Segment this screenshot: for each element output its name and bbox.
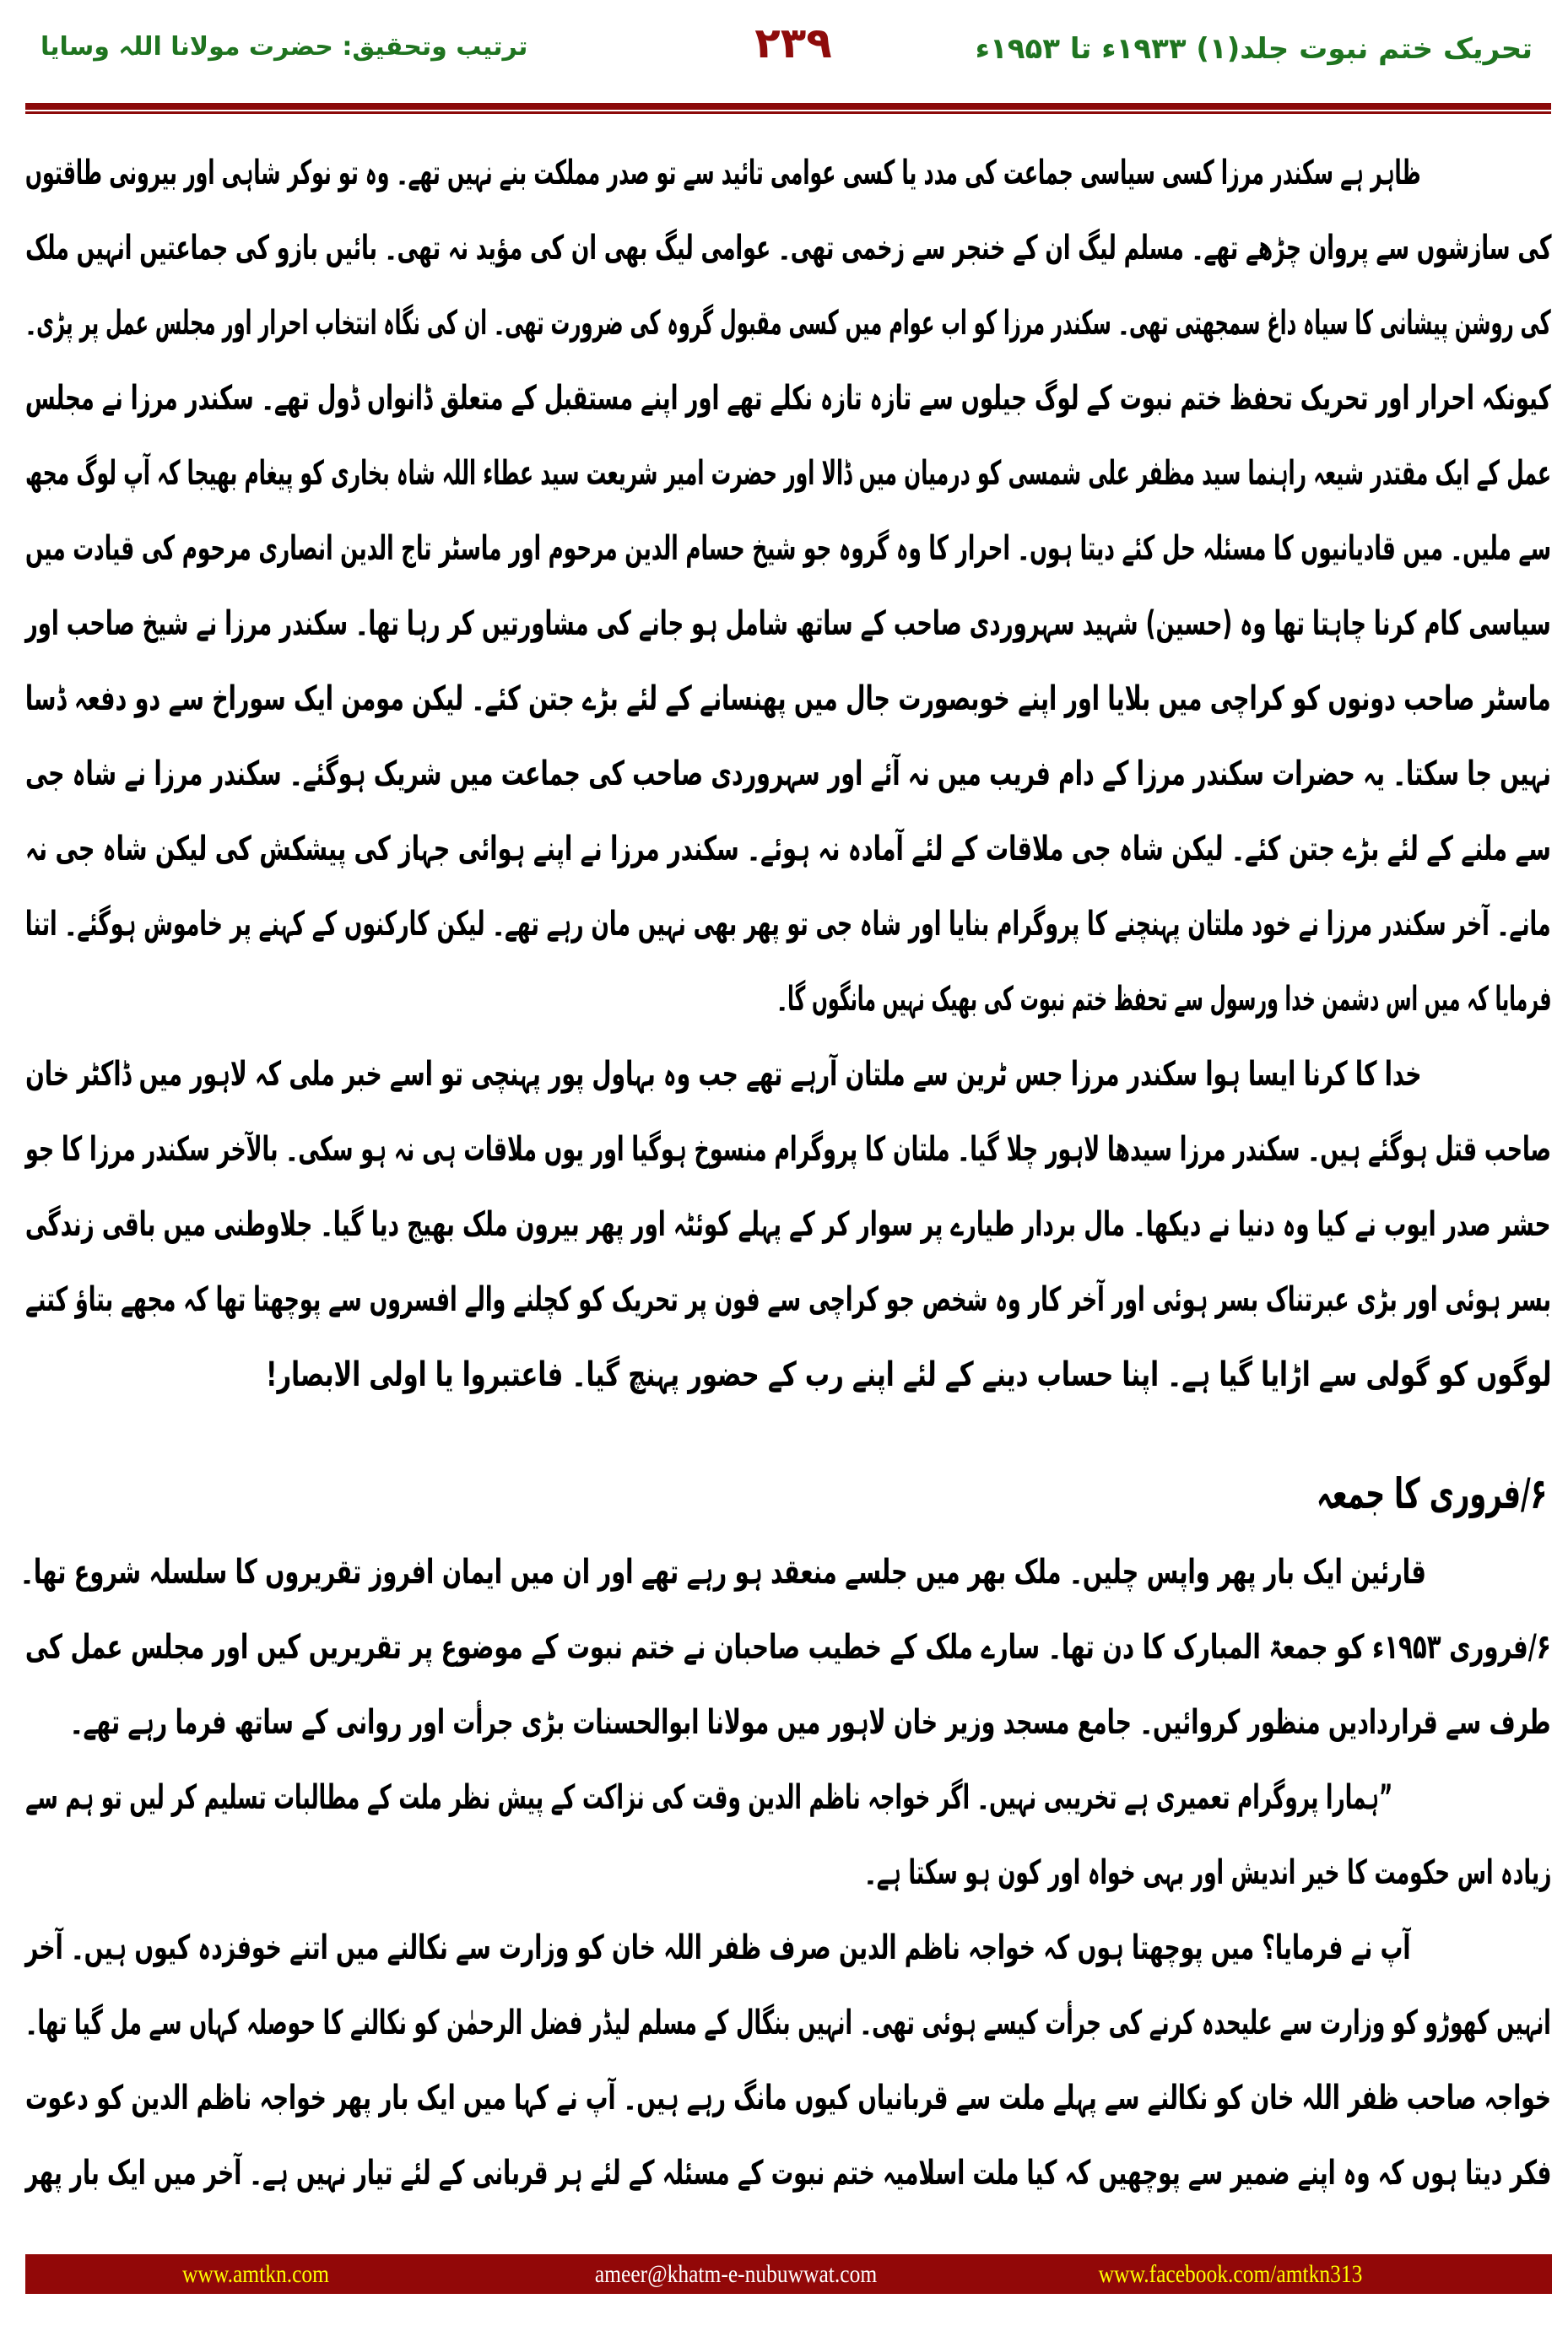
text-line: خدا کا کرنا ایسا ہوا سکندر مرزا جس ٹرین سے ملتان آرہے تھے جب وہ بہاول پور پہنچی تو اسے خبر ملی کہ لاہور میں ڈاکٹر خان	[24, 1055, 1421, 1094]
footer-bar	[25, 2254, 1552, 2294]
text-line: مانے۔ آخر سکندر مرزا نے خود ملتان پہنچنے کا پروگرام بنایا اور شاہ جی تو پھر بھی نہیں مان رہے تھے۔ لیکن کارکنوں کے کہنے پر خاموش ہوگئے۔ اتنا	[25, 905, 1551, 944]
text-line: فکر دیتا ہوں کہ وہ اپنے ضمیر سے پوچھیں کہ کیا ملت اسلامیہ ختم نبوت کے مسئلہ کے لئے ہر قربانی کے لئے تیار نہیں ہے۔ آخر میں ایک بار پھر	[24, 2154, 1551, 2193]
text-line: ”ہمارا پروگرام تعمیری ہے تخریبی نہیں۔ اگر خواجہ ناظم الدین وقت کی نزاکت کے پیش نظر ملت کے مطالبات تسلیم کر لیں تو ہم سے	[24, 1778, 1392, 1817]
text-line: قارئین ایک بار پھر واپس چلیں۔ ملک بھر میں جلسے منعقد ہو رہے تھے اور ان میں ایمان افروز تقریروں کا سلسلہ شروع تھا۔	[20, 1553, 1426, 1592]
text-line: کی روشن پیشانی کا سیاہ داغ سمجھتی تھی۔ سکندر مرزا کو اب عوام میں کسی مقبول گروہ کی ضرورت تھی۔ ان کی نگاہ انتخاب احرار اور مجلس عمل پر پڑی۔	[25, 304, 1551, 343]
text-line: حشر صدر ایوب نے کیا وہ دنیا نے دیکھا۔ مال بردار طیارے پر سوار کر کے پہلے کوئٹہ اور پھر بیرون ملک بھیج دیا گیا۔ جلاوطنی میں باقی زندگی	[25, 1205, 1551, 1244]
text-line: ظاہر ہے سکندر مرزا کسی سیاسی جماعت کی مدد یا کسی عوامی تائید سے تو صدر مملکت بنے نہیں تھے۔ وہ تو نوکر شاہی اور بیرونی طاقتوں	[25, 154, 1421, 192]
text-line: بسر ہوئی اور بڑی عبرتناک بسر ہوئی اور آخر کار وہ شخص جو کراچی سے فون پر تحریک کو کچلنے والے افسروں سے پوچھتا تھا کہ مجھے بتاؤ کتنے	[24, 1280, 1551, 1319]
page-number: ۲۳۹	[754, 19, 832, 68]
text-line: سے ملنے کے لئے بڑے جتن کئے۔ لیکن شاہ جی ملاقات کے لئے آمادہ نہ ہوئے۔ سکندر مرزا نے اپنے ہوائی جہاز کی پیشکش کی لیکن شاہ جی نہ	[25, 830, 1551, 868]
text-line: سے ملیں۔ میں قادیانیوں کا مسئلہ حل کئے دیتا ہوں۔ احرار کا وہ گروہ جو شیخ حسام الدین مرحوم اور ماسٹر تاج الدین انصاری مرحوم کی قیادت میں	[24, 529, 1551, 568]
text-line: فرمایا کہ میں اس دشمن خدا ورسول سے تحفظ ختم نبوت کی بھیک نہیں مانگوں گا۔	[776, 980, 1551, 1019]
book-title: تحریک ختم نبوت جلد(۱) ۱۹۳۳ء تا ۱۹۵۳ء	[975, 32, 1533, 66]
text-line: ۶/فروری ۱۹۵۳ء کو جمعۃ المبارک کا دن تھا۔ سارے ملک کے خطیب صاحبان نے ختم نبوت کے موضوع پر تقریریں کیں اور مجلس عمل کی	[25, 1628, 1551, 1667]
text-line: خواجہ صاحب ظفر اللہ خان کو نکالنے سے پہلے ملت سے قربانیاں کیوں مانگ رہے ہیں۔ آپ نے کہا میں ایک بار پھر خواجہ ناظم الدین کو دعوت	[25, 2079, 1551, 2118]
text-line: طرف سے قراردادیں منظور کروائیں۔ جامع مسجد وزیر خان لاہور میں مولانا ابوالحسنات بڑی جرأت اور روانی کے ساتھ فرما رہے تھے۔	[70, 1703, 1551, 1742]
text-line: کیونکہ احرار اور تحریک تحفظ ختم نبوت کے لوگ جیلوں سے تازہ تازہ نکلے تھے اور اپنے مستقبل کے متعلق ڈانواں ڈول تھے۔ سکندر مرزا نے مجلس	[25, 379, 1551, 418]
text-line: زیادہ اس حکومت کا خیر اندیش اور بہی خواہ اور کون ہو سکتا ہے۔	[863, 1853, 1551, 1892]
text-line: صاحب قتل ہوگئے ہیں۔ سکندر مرزا سیدھا لاہور چلا گیا۔ ملتان کا پروگرام منسوخ ہوگیا اور یوں ملاقات ہی نہ ہو سکی۔ بالآخر سکندر مرزا کا جو	[25, 1130, 1551, 1169]
facebook-link[interactable]: www.facebook.com/amtkn313	[1098, 2260, 1363, 2288]
text-line: کی سازشوں سے پروان چڑھے تھے۔ مسلم لیگ ان کے خنجر سے زخمی تھی۔ عوامی لیگ بھی ان کی مؤید نہ تھی۔ بائیں بازو کی جماعتیں انہیں ملک	[24, 229, 1551, 268]
email-link[interactable]: ameer@khatm-e-nubuwwat.com	[594, 2260, 878, 2288]
text-line: آپ نے فرمایا؟ میں پوچھتا ہوں کہ خواجہ ناظم الدین صرف ظفر اللہ خان کو وزارت سے نکالنے میں اتنے خوفزدہ کیوں ہیں۔ آخر	[25, 1928, 1411, 1967]
text-line: عمل کے ایک مقتدر شیعہ راہنما سید مظفر علی شمسی کو درمیان میں ڈالا اور حضرت امیر شریعت سید عطاء اللہ شاہ بخاری کو پیغام بھیجا کہ آپ لوگ مجھ	[24, 454, 1551, 493]
text-line: ماسٹر صاحب دونوں کو کراچی میں بلایا اور اپنے خوبصورت جال میں پھنسانے کے لئے بڑے جتن کئے۔ لیکن مومن ایک سوراخ سے دو دفعہ ڈسا	[25, 679, 1551, 718]
header-divider-thick	[25, 103, 1551, 110]
section-heading: ۶/فروری کا جمعہ	[1316, 1469, 1547, 1518]
header-divider-thin	[25, 111, 1551, 114]
text-line: لوگوں کو گولی سے اڑایا گیا ہے۔ اپنا حساب دینے کے لئے اپنے رب کے حضور پہنچ گیا۔ فاعتبروا یا اولی الابصار!	[265, 1355, 1551, 1394]
text-line: سیاسی کام کرنا چاہتا تھا وہ (حسین) شہید سہروردی صاحب کے ساتھ شامل ہو جانے کی مشاورتیں کر رہا تھا۔ سکندر مرزا نے شیخ صاحب اور	[25, 604, 1551, 643]
text-line: نہیں جا سکتا۔ یہ حضرات سکندر مرزا کے دام فریب میں نہ آئے اور سہروردی صاحب کی جماعت میں شریک ہوگئے۔ سکندر مرزا نے شاہ جی	[25, 755, 1551, 793]
website-link[interactable]: www.amtkn.com	[182, 2260, 329, 2288]
text-line: انہیں کھوڑو کو وزارت سے علیحدہ کرنے کی جرأت کیسے ہوئی تھی۔ انہیں بنگال کے مسلم لیڈر فضل الرحمٰن کو نکالنے کا حوصلہ کہاں سے مل گیا تھا۔	[25, 2004, 1551, 2042]
compiler-credit: ترتیب وتحقیق: حضرت مولانا اللہ وسایا	[41, 32, 528, 62]
